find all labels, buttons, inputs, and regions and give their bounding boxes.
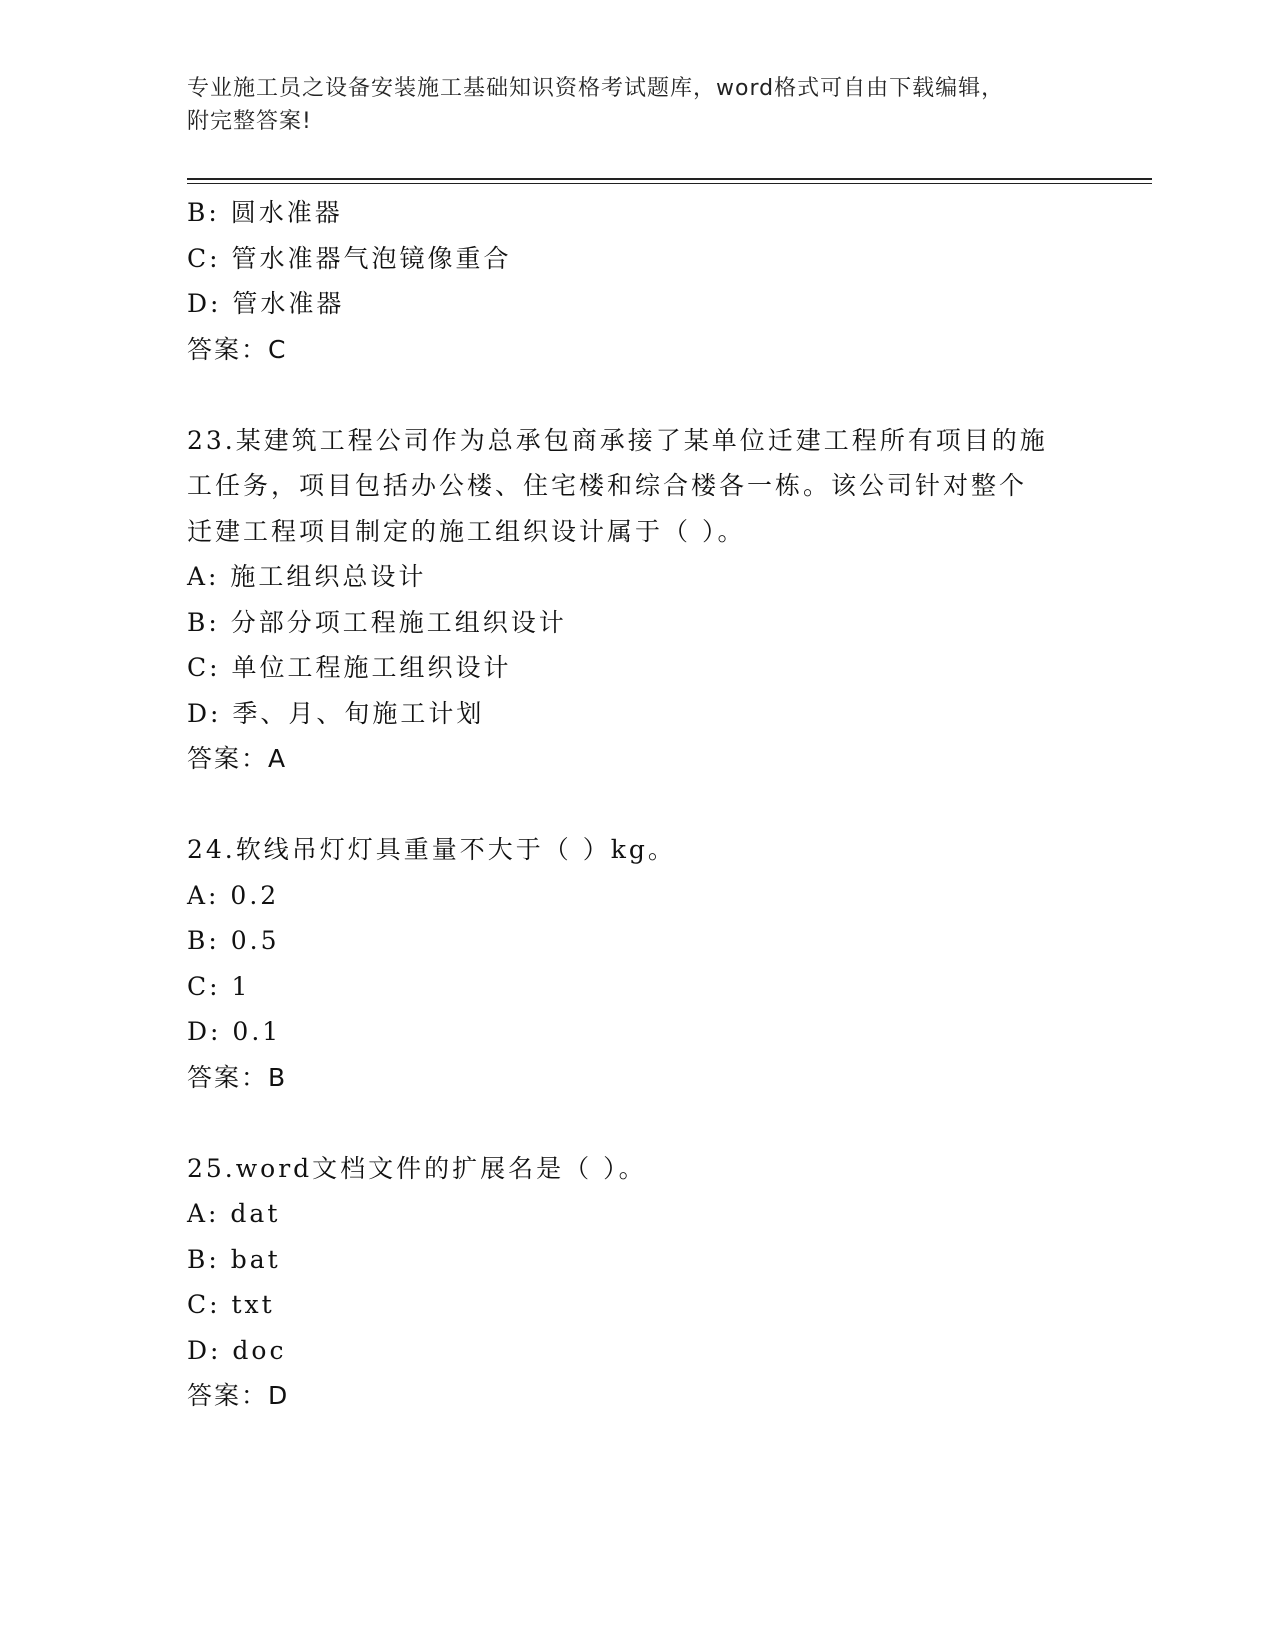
question-24 xyxy=(187,827,1087,1100)
option-d: D: 0.1 xyxy=(187,1017,282,1046)
option-b: B: bat xyxy=(187,1244,281,1274)
option-b: B: 圆水准器 xyxy=(187,198,343,227)
header-line-2: 附完整答案! xyxy=(187,109,312,134)
spacer xyxy=(187,1100,1087,1146)
question-25 xyxy=(187,1146,1087,1419)
question-stem-line: 23.某建筑工程公司作为总承包商承接了某单位迁建工程所有项目的施 xyxy=(187,425,1048,455)
answer-line: 答案：B xyxy=(187,1062,288,1092)
option-d: D: doc xyxy=(187,1335,287,1365)
option-c: C: 管水准器气泡镜像重合 xyxy=(187,243,512,273)
question-stem-line: 迁建工程项目制定的施工组织设计属于（ ）。 xyxy=(187,516,746,546)
header-line-1: 专业施工员之设备安装施工基础知识资格考试题库，word格式可自由下载编辑， xyxy=(187,76,1005,101)
header-rule-thick xyxy=(187,178,1152,180)
document-header xyxy=(187,72,1067,138)
answer-line: 答案：A xyxy=(187,744,288,773)
option-d: D: 季、月、旬施工计划 xyxy=(187,698,485,728)
question-stem-line: 25.word文档文件的扩展名是（ ）。 xyxy=(187,1153,647,1183)
spacer xyxy=(187,372,1087,418)
option-a: A: 施工组织总设计 xyxy=(187,562,427,591)
question-stem-line: 工任务，项目包括办公楼、住宅楼和综合楼各一栋。该公司针对整个 xyxy=(187,471,1028,500)
spacer xyxy=(187,782,1087,828)
question-stem-line: 24.软线吊灯灯具重量不大于（ ）kg。 xyxy=(187,835,676,864)
option-c: C: 单位工程施工组织设计 xyxy=(187,653,512,682)
question-22-continued xyxy=(187,190,1087,372)
answer-line: 答案：C xyxy=(187,334,288,364)
option-c: C: 1 xyxy=(187,971,251,1001)
question-list xyxy=(187,190,1087,1419)
option-a: A: dat xyxy=(187,1199,281,1228)
option-a: A: 0.2 xyxy=(187,880,280,910)
option-c: C: txt xyxy=(187,1290,275,1319)
option-d: D: 管水准器 xyxy=(187,289,345,318)
question-23 xyxy=(187,418,1087,782)
option-b: B: 0.5 xyxy=(187,926,280,955)
header-rule-thin xyxy=(187,183,1152,184)
option-b: B: 分部分项工程施工组织设计 xyxy=(187,607,567,637)
answer-line: 答案：D xyxy=(187,1381,290,1410)
